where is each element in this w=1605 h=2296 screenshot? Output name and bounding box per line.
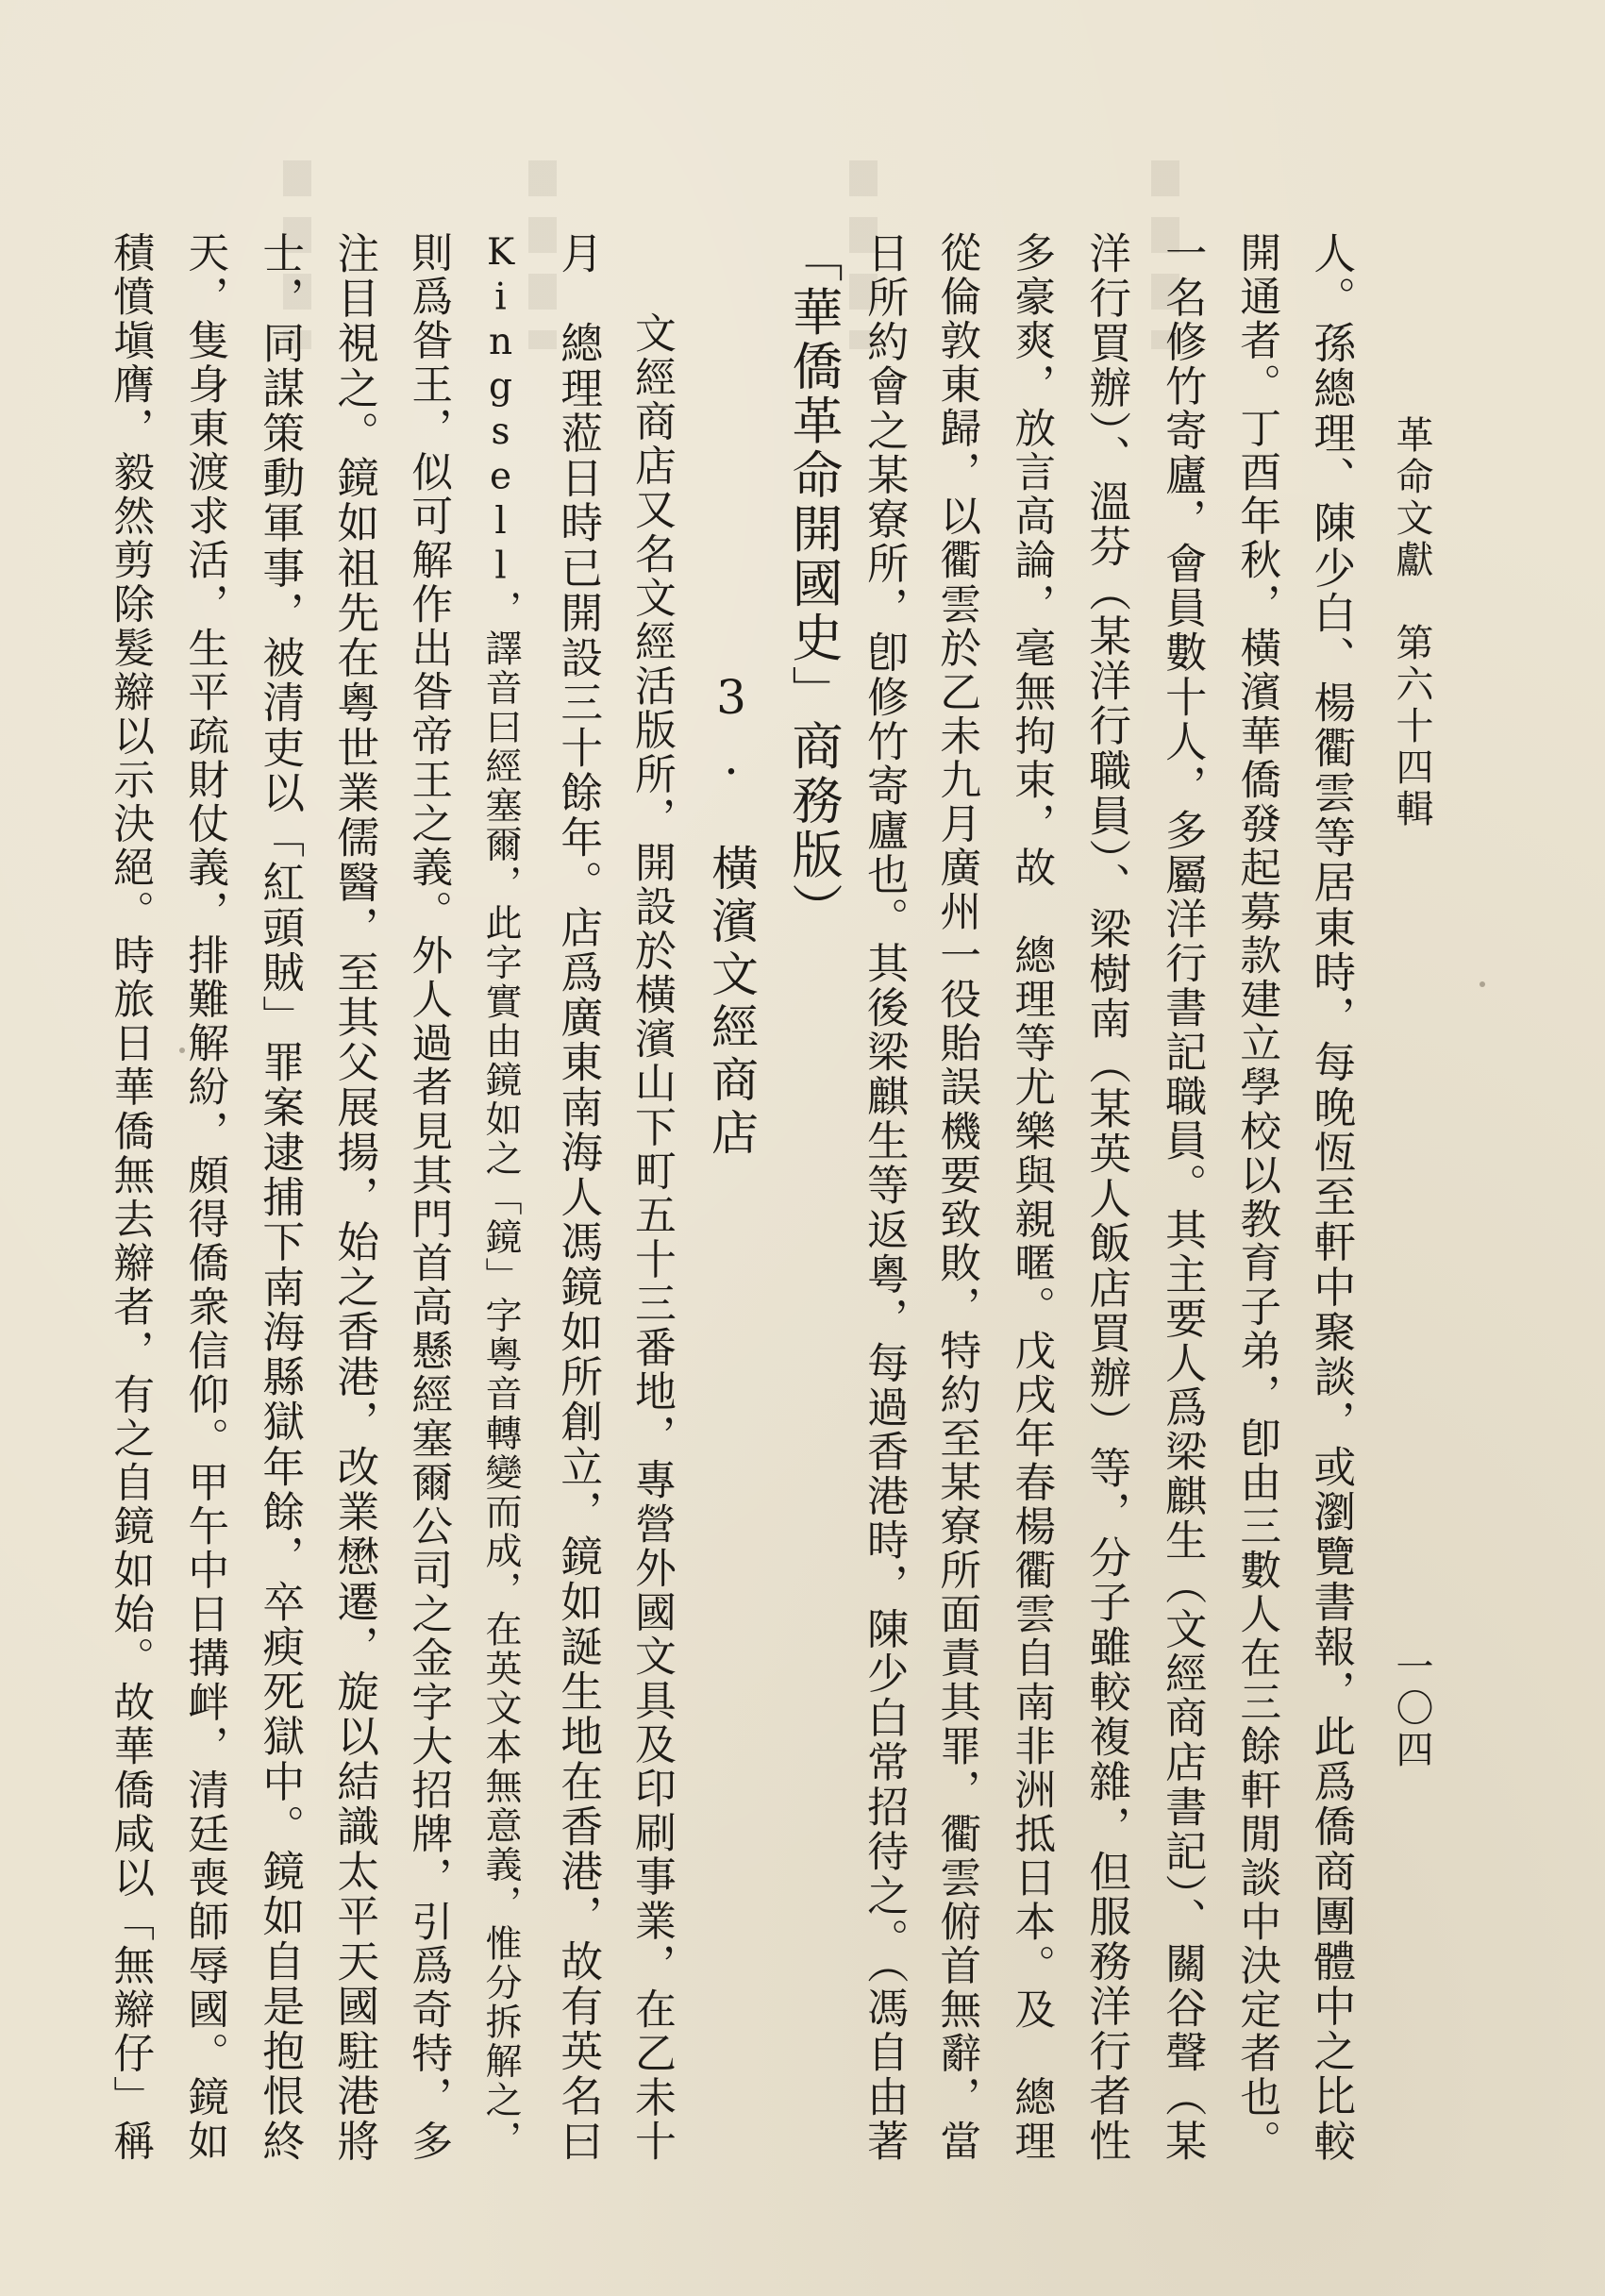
text-column: 開通者。丁酉年秋，橫濱華僑發起募款建立學校以教育子弟，卽由三數人在三餘軒閒談中決定者也。 xyxy=(1232,231,1281,2164)
text-column: 人。孫總理、陳少白、楊衢雲等居東時，每晚恆至軒中聚談，或瀏覽書報，此爲僑商團體中之比較 xyxy=(1306,231,1357,2165)
text-column: 則爲昝王，似可解作出昝帝王之義。外人過者見其門首高懸經塞爾公司之金字大招牌，引爲奇特，多 xyxy=(404,231,453,2164)
text-column: 從倫敦東歸，以衢雲於乙未九月廣州一役貽誤機要致敗，特約至某寮所面責其罪，衢雲俯首無辭，當 xyxy=(932,231,981,2164)
section-heading: 3. 橫濱文經商店 xyxy=(704,670,759,1161)
citation-column: 「華僑革命開國史」商務版） xyxy=(784,231,844,937)
page-number: 一〇四 xyxy=(1390,1647,1433,1771)
text-column: 一名修竹寄廬，會員數十人，多屬洋行書記職員。其主要人爲梁麒生（文經商店書記）、關谷聲（某 xyxy=(1158,231,1207,2164)
text-column: 日所約會之某寮所，卽修竹寄廬也。其後梁麒生等返粵，每過香港時，陳少白常招待之。（馮自由著 xyxy=(860,231,909,2164)
text-column: 注目視之。鏡如祖先在粵世業儒醫，至其父展揚，始之香港，改業懋遷，旋以結識太平天國駐港將 xyxy=(329,231,380,2165)
text-column: 積憤塡膺，毅然剪除髮辮以示決絕。時旅日華僑無去辮者，有之自鏡如始。故華僑咸以「無辮仔」稱 xyxy=(106,231,155,2164)
text-column: 月 總理蒞日時已開設三十餘年。店爲廣東南海人馮鏡如所創立，鏡如誕生地在香港，故有英名曰 xyxy=(553,231,604,2165)
text-column: 多豪爽，放言高論，毫無拘束，故 總理等尤樂與親暱。戊戌年春楊衢雲自南非洲抵日本。及 總理 xyxy=(1007,231,1056,2164)
show-through-text xyxy=(528,160,557,349)
paper-speck xyxy=(1480,981,1485,987)
text-column: 士，同謀策動軍事，被清吏以「紅頭賊」罪案逮捕下南海縣獄年餘，卒瘐死獄中。鏡如自是抱恨終 xyxy=(255,231,306,2165)
text-column: 文經商店又名文經活版所，開設於橫濱山下町五十三番地，專營外國文具及印刷事業，在乙未十 xyxy=(627,311,676,2164)
text-column: 洋行買辦）、溫芬（某洋行職員）、梁樹南（某英人飯店買辦）等，分子雖較複雜，但服務洋行者性 xyxy=(1081,231,1131,2164)
running-header-title: 革命文獻 第六十四輯 xyxy=(1390,415,1433,830)
text-column: Kingsell，譯音曰經塞爾，此字實由鏡如之「鏡」字粵音轉變而成，在英文本無意義，惟分拆解之， xyxy=(479,231,523,2160)
text-column: 天，隻身東渡求活，生平疏財仗義，排難解紛，頗得僑衆信仰。甲午中日搆衅，清廷喪師辱國。鏡如 xyxy=(180,231,229,2164)
